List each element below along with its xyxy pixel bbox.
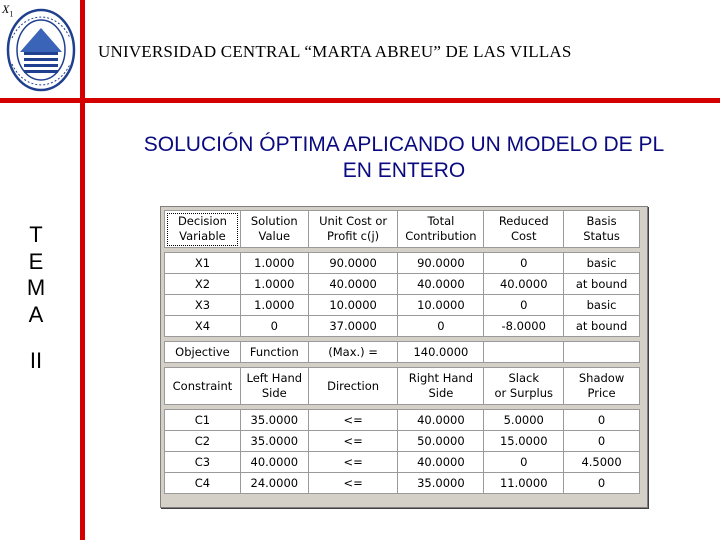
table-cell[interactable]: C4 xyxy=(165,473,241,494)
variable-row xyxy=(165,295,640,316)
table-cell[interactable]: 10.0000 xyxy=(398,295,484,316)
table-cell[interactable]: 90.0000 xyxy=(308,253,398,274)
column-header-cell[interactable]: Unit Cost or Profit c(j) xyxy=(308,211,398,248)
table-cell[interactable]: C2 xyxy=(165,431,241,452)
objective-row xyxy=(165,342,640,363)
table-cell[interactable]: <= xyxy=(308,452,398,473)
column-header-cell[interactable]: Slack or Surplus xyxy=(484,368,564,405)
table-cell[interactable]: 10.0000 xyxy=(308,295,398,316)
table-cell[interactable]: (Max.) = xyxy=(308,342,398,363)
variable-row xyxy=(165,274,640,295)
tema-letter: E xyxy=(28,248,44,274)
table-cell[interactable]: 0 xyxy=(564,473,640,494)
table-cell[interactable]: 140.0000 xyxy=(398,342,484,363)
constraint-row xyxy=(165,473,640,494)
table-cell[interactable]: 35.0000 xyxy=(240,410,308,431)
university-header-title: UNIVERSIDAD CENTRAL “MARTA ABREU” DE LAS VILLAS xyxy=(98,42,572,61)
constraint-header-row xyxy=(165,368,640,405)
constraint-row xyxy=(165,431,640,452)
column-header-cell[interactable]: Solution Value xyxy=(240,211,308,248)
table-cell[interactable]: <= xyxy=(308,473,398,494)
table-cell[interactable]: <= xyxy=(308,431,398,452)
frame-horizontal-rule xyxy=(0,98,720,103)
table-cell[interactable]: Objective xyxy=(165,342,241,363)
table-cell[interactable]: 24.0000 xyxy=(240,473,308,494)
table-cell[interactable]: 40.0000 xyxy=(398,410,484,431)
variable-row xyxy=(165,316,640,337)
topic-sidebar-label xyxy=(24,222,48,375)
table-cell[interactable]: Function xyxy=(240,342,308,363)
tema-number: II xyxy=(29,348,43,373)
column-header-cell[interactable]: Reduced Cost xyxy=(484,211,564,248)
table-cell[interactable]: at bound xyxy=(564,274,640,295)
solution-results-table xyxy=(164,210,640,494)
column-header-cell[interactable]: Right Hand Side xyxy=(398,368,484,405)
table-cell[interactable]: 35.0000 xyxy=(398,473,484,494)
table-cell[interactable]: at bound xyxy=(564,316,640,337)
table-cell[interactable]: 1.0000 xyxy=(240,295,308,316)
tema-letter: M xyxy=(26,275,46,300)
corner-variable-mark: $X_1$ xyxy=(2,2,14,19)
column-header-cell[interactable]: Left Hand Side xyxy=(240,368,308,405)
table-cell[interactable]: X3 xyxy=(165,295,241,316)
table-cell[interactable]: 40.0000 xyxy=(484,274,564,295)
table-cell[interactable]: 4.5000 xyxy=(564,452,640,473)
table-cell[interactable]: 40.0000 xyxy=(398,274,484,295)
table-cell[interactable] xyxy=(484,342,564,363)
table-cell[interactable]: <= xyxy=(308,410,398,431)
slide-title xyxy=(88,132,720,184)
table-cell[interactable]: 11.0000 xyxy=(484,473,564,494)
column-header-cell[interactable]: Direction xyxy=(308,368,398,405)
table-cell[interactable]: X1 xyxy=(165,253,241,274)
table-cell[interactable]: -8.0000 xyxy=(484,316,564,337)
slide-title-line-1: SOLUCIÓN ÓPTIMA APLICANDO UN MODELO DE PL xyxy=(143,133,665,156)
tema-letter: A xyxy=(28,301,44,327)
table-cell[interactable]: 5.0000 xyxy=(484,410,564,431)
table-cell[interactable]: X4 xyxy=(165,316,241,337)
table-cell[interactable]: 40.0000 xyxy=(398,452,484,473)
table-cell[interactable]: 0 xyxy=(484,452,564,473)
table-cell[interactable]: 0 xyxy=(240,316,308,337)
column-header-cell[interactable]: Total Contribution xyxy=(398,211,484,248)
university-seal-logo xyxy=(6,8,76,92)
table-cell[interactable]: 1.0000 xyxy=(240,274,308,295)
table-cell[interactable]: 40.0000 xyxy=(308,274,398,295)
table-cell[interactable] xyxy=(564,342,640,363)
table-cell[interactable]: 1.0000 xyxy=(240,253,308,274)
table-cell[interactable]: 50.0000 xyxy=(398,431,484,452)
table-cell[interactable]: C3 xyxy=(165,452,241,473)
constraint-row xyxy=(165,410,640,431)
table-cell[interactable]: X2 xyxy=(165,274,241,295)
slide-title-line-2: EN ENTERO xyxy=(342,159,466,182)
table-cell[interactable]: 0 xyxy=(564,431,640,452)
variable-header-row xyxy=(165,211,640,248)
table-cell[interactable]: 0 xyxy=(484,295,564,316)
table-cell[interactable]: basic xyxy=(564,295,640,316)
column-header-cell[interactable]: Constraint xyxy=(165,368,241,405)
table-cell[interactable]: 0 xyxy=(398,316,484,337)
tema-letter: T xyxy=(29,222,43,247)
column-header-cell[interactable]: Decision Variable xyxy=(165,211,241,248)
constraint-row xyxy=(165,452,640,473)
table-cell[interactable]: 35.0000 xyxy=(240,431,308,452)
table-cell[interactable]: 0 xyxy=(564,410,640,431)
variable-row xyxy=(165,253,640,274)
table-cell[interactable]: 15.0000 xyxy=(484,431,564,452)
column-header-cell[interactable]: Shadow Price xyxy=(564,368,640,405)
table-cell[interactable]: 0 xyxy=(484,253,564,274)
table-cell[interactable]: 37.0000 xyxy=(308,316,398,337)
table-cell[interactable]: 40.0000 xyxy=(240,452,308,473)
column-header-cell[interactable]: Basis Status xyxy=(564,211,640,248)
table-cell[interactable]: C1 xyxy=(165,410,241,431)
frame-vertical-rule xyxy=(80,0,85,540)
table-cell[interactable]: 90.0000 xyxy=(398,253,484,274)
table-cell[interactable]: basic xyxy=(564,253,640,274)
solution-results-window xyxy=(160,206,648,508)
